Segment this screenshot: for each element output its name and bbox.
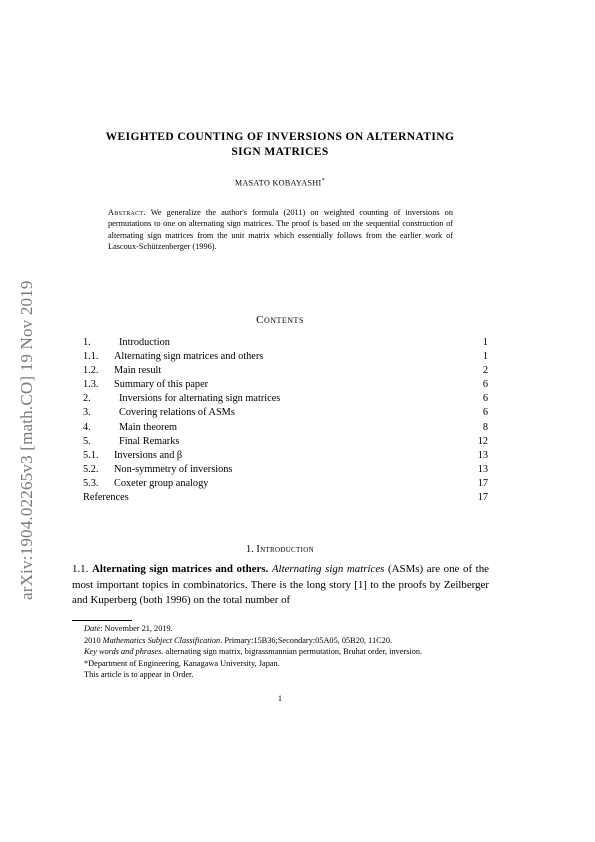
emphasis-asm: Alternating sign matrices bbox=[271, 563, 385, 575]
toc-entry[interactable] bbox=[83, 364, 488, 378]
toc-entry-page: 17 bbox=[477, 477, 488, 489]
toc-entry-number: 5.2. bbox=[83, 463, 99, 475]
toc-entry-page: 13 bbox=[477, 463, 488, 475]
toc-entry-label: Coxeter group analogy bbox=[114, 477, 209, 489]
toc-entry-label: Covering relations of ASMs bbox=[119, 407, 235, 419]
toc-entry-number: 3. bbox=[83, 407, 91, 419]
toc-entry-page: 13 bbox=[477, 449, 488, 461]
toc-entry[interactable] bbox=[83, 477, 488, 491]
author-name: MASATO KOBAYASHI bbox=[234, 178, 322, 188]
toc-entry[interactable] bbox=[83, 392, 488, 406]
toc-entry-label: Main result bbox=[114, 365, 162, 377]
section-heading bbox=[72, 544, 488, 555]
toc-entry-number: 1.1. bbox=[83, 351, 99, 363]
footnote-keywords bbox=[72, 646, 489, 658]
toc-entry-number: 1.3. bbox=[83, 379, 99, 391]
section-number: 1. bbox=[246, 544, 254, 555]
toc-entry-page: 2 bbox=[482, 365, 488, 377]
toc-entry-page: 17 bbox=[477, 492, 488, 504]
keywords-value: alternating sign matrix, bigrassmannian permutation, Bruhat order, inversion. bbox=[165, 647, 423, 657]
toc-entry-label: References bbox=[83, 492, 129, 504]
toc-entry[interactable] bbox=[83, 449, 488, 463]
footnote-note: This article is to appear in Order. bbox=[84, 670, 194, 680]
intro-text: (ASMs) are one of the most important topics in combinatorics. There is the long story [1] to the proofs by Zeilberger and Kuperberg (both 1996) on the total number of bbox=[72, 563, 489, 606]
toc-entry-page: 12 bbox=[477, 435, 488, 447]
subsection-title: Alternating sign matrices and others. bbox=[91, 563, 269, 575]
abstract-label: Abstract. bbox=[108, 208, 146, 217]
abstract bbox=[108, 207, 453, 253]
toc-entry[interactable] bbox=[83, 463, 488, 477]
toc-entry-page: 1 bbox=[482, 351, 488, 363]
contents-heading: Contents bbox=[256, 314, 304, 326]
toc-entry-page: 8 bbox=[482, 421, 488, 433]
page-number: 1 bbox=[277, 694, 283, 703]
table-of-contents bbox=[83, 336, 488, 505]
author bbox=[72, 178, 488, 188]
toc-entry-label: Alternating sign matrices and others bbox=[114, 351, 264, 363]
toc-entry-label: Main theorem bbox=[119, 421, 178, 433]
section-title: Introduction bbox=[256, 544, 314, 555]
toc-entry-page: 6 bbox=[482, 379, 488, 391]
toc-entry-label: Inversions for alternating sign matrices bbox=[119, 393, 281, 405]
date-value: : November 21, 2019. bbox=[100, 624, 173, 633]
toc-entry-page: 6 bbox=[482, 407, 488, 419]
toc-entry[interactable] bbox=[83, 421, 488, 435]
footnote-affiliation: *Department of Engineering, Kanagawa University, Japan. bbox=[84, 658, 280, 668]
toc-entry[interactable] bbox=[83, 378, 488, 392]
toc-entry-number: 5. bbox=[83, 435, 91, 447]
msc-label: Mathematics Subject Classification bbox=[102, 635, 221, 645]
toc-entry[interactable] bbox=[83, 336, 488, 350]
author-footnote-mark: * bbox=[321, 178, 326, 184]
footnote-msc bbox=[72, 635, 489, 647]
msc-value: . Primary:15B36;Secondary:05A05, 05B20, 11C20. bbox=[220, 635, 393, 645]
abstract-text: We generalize the author's formula (2011) on weighted counting of inversions on permutations to one on alternating sign matrices. The proof is based on the sequential construction of alternating sign matrices from the unit matrix which essentially follows from the earlier work of Lascoux-Schützenberger (1996). bbox=[108, 208, 453, 252]
arxiv-identifier: arXiv:1904.02265v3 [math.CO] 19 Nov 2019 bbox=[17, 280, 36, 600]
title-line-2: SIGN MATRICES bbox=[231, 146, 329, 158]
footnote-date bbox=[72, 623, 489, 635]
toc-entry-label: Introduction bbox=[119, 337, 170, 348]
toc-entry-number: 1.2. bbox=[83, 365, 99, 377]
toc-entry[interactable] bbox=[83, 435, 488, 449]
intro-paragraph bbox=[72, 562, 489, 609]
toc-entry[interactable] bbox=[83, 406, 488, 420]
toc-entry-page: 6 bbox=[482, 393, 488, 405]
footnotes bbox=[72, 623, 489, 681]
msc-prefix: 2010 bbox=[84, 635, 101, 645]
toc-entry-page: 1 bbox=[482, 337, 488, 348]
footnote-rule bbox=[72, 620, 132, 621]
toc-entry-number: 5.3. bbox=[83, 477, 99, 489]
toc-entry-label: Summary of this paper bbox=[114, 379, 209, 391]
toc-entry-number: 5.1. bbox=[83, 449, 99, 461]
toc-entry-number: 1. bbox=[83, 337, 91, 348]
keywords-label: Key words and phrases. bbox=[84, 647, 164, 657]
paper-title bbox=[72, 130, 488, 160]
toc-entry[interactable] bbox=[83, 350, 488, 364]
title-line-1: WEIGHTED COUNTING OF INVERSIONS ON ALTERNATING bbox=[105, 131, 455, 143]
toc-entry-label: Inversions and β bbox=[114, 449, 183, 461]
toc-entry-label: Non-symmetry of inversions bbox=[114, 463, 233, 475]
toc-entry-number: 2. bbox=[83, 393, 91, 405]
date-label: Date bbox=[84, 624, 101, 633]
toc-entry-number: 4. bbox=[83, 421, 91, 433]
toc-entry[interactable] bbox=[83, 491, 488, 505]
toc-entry-label: Final Remarks bbox=[119, 435, 180, 447]
subsection-number: 1.1. bbox=[72, 563, 89, 575]
